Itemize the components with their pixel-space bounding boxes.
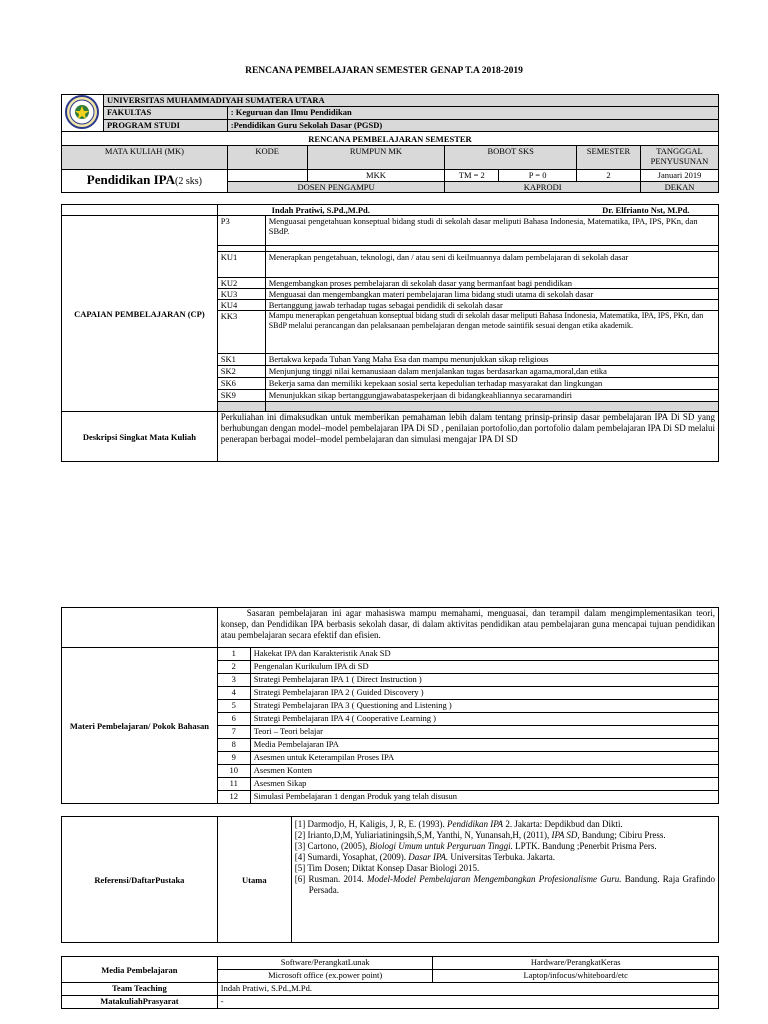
materi-no: 9 xyxy=(217,752,250,765)
dekan-name: Dr. Elfrianto Nst, M.Pd. xyxy=(602,205,690,215)
cp-spacer xyxy=(217,402,265,412)
sasaran-text: Sasaran pembelajaran ini agar mahasiswa mampu memahami, menguasai, dan terampil dalam mengimplementasikan teori, konsep, dan Pendidikan IPA berbasis sekolah dasar, di dalam aktivitas pendidikan atau pembelajaran guna mencapai tujuan pendidikan atau pembelajaran secara efektif dan efisien. xyxy=(217,608,718,648)
referensi-utama-label: Utama xyxy=(217,817,291,943)
materi-item: Pengenalan Kurikulum IPA di SD xyxy=(250,661,718,674)
materi-item: Strategi Pembelajaran IPA 1 ( Direct Instruction ) xyxy=(250,674,718,687)
section-title: RENCANA PEMBELAJARAN SEMESTER xyxy=(62,132,719,146)
materi-item: Strategi Pembelajaran IPA 4 ( Cooperative Learning ) xyxy=(250,713,718,726)
materi-item: Media Pembelajaran IPA xyxy=(250,739,718,752)
reference-item: [6] Rusman. 2014. Model-Model Pembelajaran Mengembangkan Profesionalisme Guru. Bandung. Raja Grafindo Persada. xyxy=(294,874,715,895)
dosen-name: Indah Pratiwi, S.Pd.,M.Pd. xyxy=(271,205,370,215)
deskripsi-text: Perkuliahan ini dimaksudkan untuk memberikan pemahaman lebih dalam tentang prinsip-prinsip dasar pembelajaran IPA Di SD yang berhubungan dengan model–model pembelajaran IPA Di SD , penilaian portofolio,dan portofolio dalam pembelajaran IPA Di SD melalui penerapan berbagai model–model pembelajaran dan simulasi mengajar IPA DI SD xyxy=(217,412,718,462)
reference-item: [1] Darmodjo, H, Kaligis, J, R, E. (1993). Pendidikan IPA 2. Jakarta: Depdikbud dan Dikti. xyxy=(294,819,623,829)
cp-code: SK1 xyxy=(217,354,265,366)
team-teaching-value: Indah Pratiwi, S.Pd.,M.Pd. xyxy=(217,983,718,996)
col-mata-kuliah: MATA KULIAH (MK) xyxy=(62,146,228,170)
hardware-label: Hardware/PerangkatKeras xyxy=(433,957,719,970)
cp-spacer xyxy=(265,402,718,412)
cp-text: Menerapkan pengetahuan, teknologi, dan / atau seni di keilmuannya dalam pembelajaran di sekolah dasar xyxy=(265,252,718,278)
cp-text: Mengembangkan proses pembelajaran di sekolah dasar yang bermanfaat bagi pendidikan xyxy=(265,278,718,289)
software-value: Microsoft office (ex.power point) xyxy=(217,970,433,983)
materi-item: Strategi Pembelajaran IPA 2 ( Guided Discovery ) xyxy=(250,687,718,700)
prasyarat-value: - xyxy=(217,996,718,1009)
materi-no: 10 xyxy=(217,765,250,778)
materi-no: 12 xyxy=(217,791,250,804)
cp-code: KU4 xyxy=(217,300,265,311)
prasyarat-label: MatakuliahPrasyarat xyxy=(62,996,218,1009)
rumpun-value: MKK xyxy=(307,170,445,182)
col-tanggal: TANGGGAL PENYUSUNAN xyxy=(640,146,718,170)
materi-no: 1 xyxy=(217,648,250,661)
cp-text: Bertakwa kepada Tuhan Yang Maha Esa dan mampu menunjukkan sikap religious xyxy=(265,354,718,366)
col-semester: SEMESTER xyxy=(577,146,641,170)
cp-text: Bertanggung jawab terhadap tugas sebagai pendidik di sekolah dasar xyxy=(265,300,718,311)
blank-cell xyxy=(62,205,218,216)
capaian-table xyxy=(61,204,719,462)
media-table xyxy=(61,956,719,1009)
cp-text: Menguasai dan mengembangkan materi pembelajaran lima bidang studi utama di sekolah dasar xyxy=(265,289,718,300)
materi-no: 3 xyxy=(217,674,250,687)
course-name: Pendidikan IPA(2 sks) xyxy=(62,170,228,193)
cp-code: SK2 xyxy=(217,366,265,378)
materi-label: Materi Pembelajaran/ Pokok Bahasan xyxy=(62,648,218,804)
materi-item: Hakekat IPA dan Karakteristik Anak SD xyxy=(250,648,718,661)
materi-no: 2 xyxy=(217,661,250,674)
reference-item: [2] Irianto,D,M, Yuliariatiningsih,S,M, Yanthi, N, Yunansah,H, (2011), IPA SD, Bandung; Cibiru Press. xyxy=(294,830,666,840)
kode-value xyxy=(227,170,307,182)
dosen-label: DOSEN PENGAMPU xyxy=(227,182,445,193)
cp-text: Menunjukkan sikap bertanggungjawabataspekerjaan di bidangkeahliannya secaramandiri xyxy=(265,390,718,402)
cp-code: KU1 xyxy=(217,252,265,278)
materi-no: 6 xyxy=(217,713,250,726)
blank-cell xyxy=(62,608,218,648)
materi-item: Strategi Pembelajaran IPA 3 ( Questioning and Listening ) xyxy=(250,700,718,713)
umsu-seal-icon xyxy=(64,95,100,129)
materi-item: Asesmen Sikap xyxy=(250,778,718,791)
faculty-value: : Keguruan dan Ilmu Pendidikan xyxy=(227,107,718,119)
materi-no: 11 xyxy=(217,778,250,791)
cp-code: KU2 xyxy=(217,278,265,289)
materi-item: Asesmen untuk Keterampilan Proses IPA xyxy=(250,752,718,765)
cp-code: SK6 xyxy=(217,378,265,390)
materi-item: Asesmen Konten xyxy=(250,765,718,778)
cp-code: KK3 xyxy=(217,311,265,354)
dekan-label: DEKAN xyxy=(640,182,718,193)
col-bobot-sks: BOBOT SKS xyxy=(445,146,577,170)
materi-item: Teori – Teori belajar xyxy=(250,726,718,739)
materi-table xyxy=(61,607,719,804)
col-kode: KODE xyxy=(227,146,307,170)
materi-no: 7 xyxy=(217,726,250,739)
referensi-table xyxy=(61,816,719,943)
tm-value: TM = 2 xyxy=(445,170,499,182)
kaprodi-label: KAPRODI xyxy=(445,182,641,193)
semester-value: 2 xyxy=(577,170,641,182)
referensi-label: Referensi/DaftarPustaka xyxy=(62,817,218,943)
program-value: :Pendidikan Guru Sekolah Dasar (PGSD) xyxy=(227,119,718,131)
date-value: Januari 2019 xyxy=(640,170,718,182)
reference-item: [4] Sumardi, Yosaphat, (2009). Dasar IPA. Universitas Terbuka. Jakarta. xyxy=(294,852,556,862)
materi-item: Simulasi Pembelajaran 1 dengan Produk yang telah disusun xyxy=(250,791,718,804)
col-rumpun: RUMPUN MK xyxy=(307,146,445,170)
media-label: Media Pembelajaran xyxy=(62,957,218,983)
materi-no: 5 xyxy=(217,700,250,713)
cp-code: SK9 xyxy=(217,390,265,402)
faculty-label: FAKULTAS xyxy=(103,107,227,119)
referensi-list xyxy=(291,817,718,943)
reference-item: [5] Tim Dosen; Diktat Konsep Dasar Biologi 2015. xyxy=(294,863,480,873)
university-logo xyxy=(62,95,104,132)
software-label: Software/PerangkatLunak xyxy=(217,957,433,970)
cp-code: P3 xyxy=(217,216,265,246)
cp-text: Mampu menerapkan pengetahuan konseptual bidang studi di sekolah dasar meliputi Bahasa Indonesia, Matematika, IPA, IPS, PKn, dan SBdP melalui perancangan dan pelaksanaan pembelajaran dengan metode saintifik sesuai dengan etika akademik. xyxy=(265,311,718,354)
document-title: RENCANA PEMBELAJARAN SEMESTER GENAP T.A 2018-2019 xyxy=(245,66,523,76)
program-label: PROGRAM STUDI xyxy=(103,119,227,131)
cp-text: Bekerja sama dan memiliki kepekaan sosial serta kepedulian terhadap masyarakat dan lingkungan xyxy=(265,378,718,390)
cp-label: CAPAIAN PEMBELAJARAN (CP) xyxy=(62,216,218,412)
reference-item: [3] Cartono, (2005), Biologi Umum untuk Perguruan Tinggi. LPTK. Bandung ;Penerbit Prisma Pers. xyxy=(294,841,657,851)
deskripsi-label: Deskripsi Singkat Mata Kuliah xyxy=(62,412,218,462)
cp-text: Menjunjung tinggi nilai kemanusiaan dalam menjalankan tugas berdasarkan agama,moral,dan etika xyxy=(265,366,718,378)
cp-text: Menguasai pengetahuan konseptual bidang studi di sekolah dasar meliputi Bahasa Indonesia, Matematika, IPA, IPS, PKn, dan SBdP. xyxy=(265,216,718,246)
materi-no: 8 xyxy=(217,739,250,752)
materi-no: 4 xyxy=(217,687,250,700)
signatories-row xyxy=(217,205,718,216)
team-teaching-label: Team Teaching xyxy=(62,983,218,996)
university-name: UNIVERSITAS MUHAMMADIYAH SUMATERA UTARA xyxy=(103,95,718,107)
hardware-value: Laptop/infocus/whiteboard/etc xyxy=(433,970,719,983)
rps-top-table xyxy=(61,94,719,193)
cp-code: KU3 xyxy=(217,289,265,300)
p-value: P = 0 xyxy=(499,170,577,182)
